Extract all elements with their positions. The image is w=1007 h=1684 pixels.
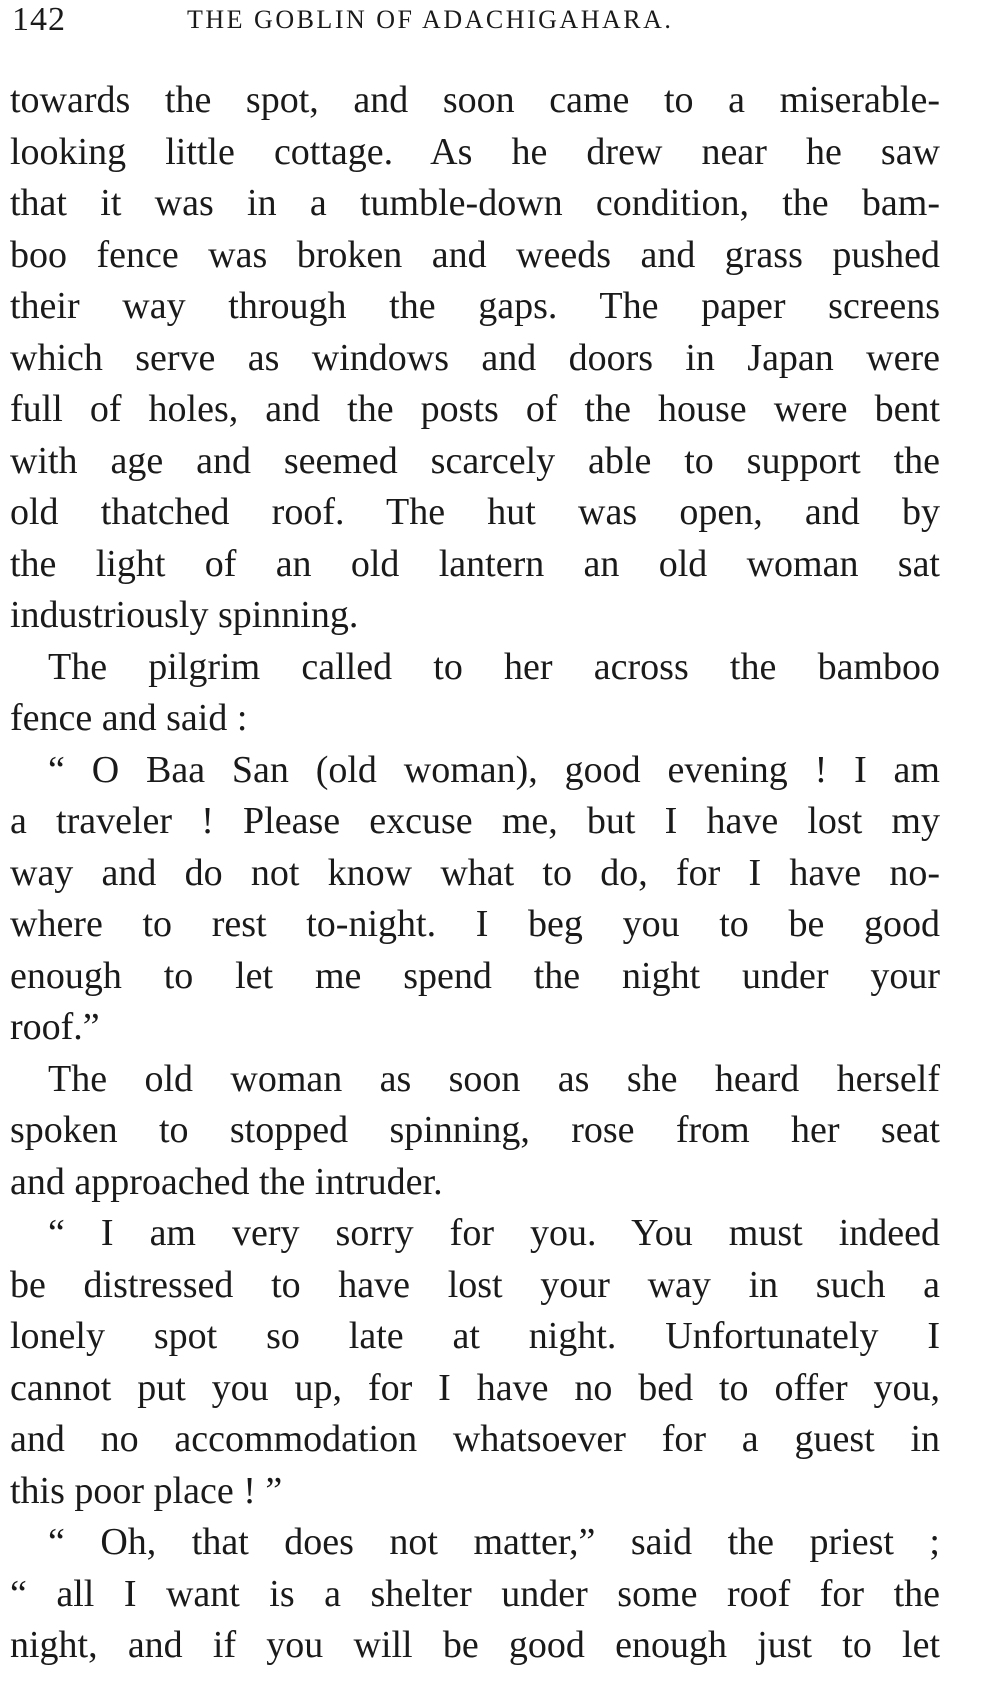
text-line: roof.” xyxy=(10,1006,100,1048)
text-line: and approached the intruder. xyxy=(10,1160,443,1203)
text-line: their way through the gaps. The paper screens xyxy=(10,285,940,327)
text-line: “ O Baa San (old woman), good evening ! I am xyxy=(48,748,940,791)
running-head xyxy=(12,0,972,44)
text-line: lonely spot so late at night. Unfortunately I xyxy=(10,1315,940,1357)
text-line: a traveler ! Please excuse me, but I have lost my xyxy=(10,800,940,842)
text-line: “ all I want is a shelter under some roof for the xyxy=(10,1572,940,1615)
text-line: and no accommodation whatsoever for a guest in xyxy=(10,1418,940,1460)
text-line: that it was in a tumble-down condition, the bam- xyxy=(10,182,940,224)
text-line: cannot put you up, for I have no bed to offer you, xyxy=(10,1366,940,1409)
text-line: night, and if you will be good enough just to let xyxy=(10,1624,940,1666)
text-line: looking little cottage. As he drew near he saw xyxy=(10,130,940,173)
text-line: fence and said : xyxy=(10,697,248,739)
text-line: way and do not know what to do, for I have no- xyxy=(10,851,940,894)
text-line: The old woman as soon as she heard herself xyxy=(48,1057,940,1100)
body-text xyxy=(10,75,940,1672)
text-line: the light of an old lantern an old woman sat xyxy=(10,542,940,585)
text-line: towards the spot, and soon came to a miserable- xyxy=(10,79,940,121)
text-line: where to rest to-night. I beg you to be good xyxy=(10,903,940,945)
text-line: The pilgrim called to her across the bamboo xyxy=(48,645,940,688)
text-line: be distressed to have lost your way in such a xyxy=(10,1263,940,1306)
text-line: full of holes, and the posts of the house were bent xyxy=(10,388,940,430)
text-line: “ Oh, that does not matter,” said the priest ; xyxy=(48,1521,940,1563)
text-line: industriously spinning. xyxy=(10,594,359,636)
text-line: old thatched roof. The hut was open, and by xyxy=(10,491,940,533)
running-title: THE GOBLIN OF ADACHIGAHARA. xyxy=(187,5,674,34)
text-line: this poor place ! ” xyxy=(10,1469,283,1512)
text-line: with age and seemed scarcely able to support the xyxy=(10,439,940,482)
text-line: which serve as windows and doors in Japan were xyxy=(10,336,940,379)
text-line: spoken to stopped spinning, rose from her seat xyxy=(10,1109,940,1151)
text-line: enough to let me spend the night under your xyxy=(10,954,940,997)
page-number: 142 xyxy=(12,1,66,38)
text-line: boo fence was broken and weeds and grass pushed xyxy=(10,233,940,276)
text-line: “ I am very sorry for you. You must indeed xyxy=(48,1212,940,1254)
